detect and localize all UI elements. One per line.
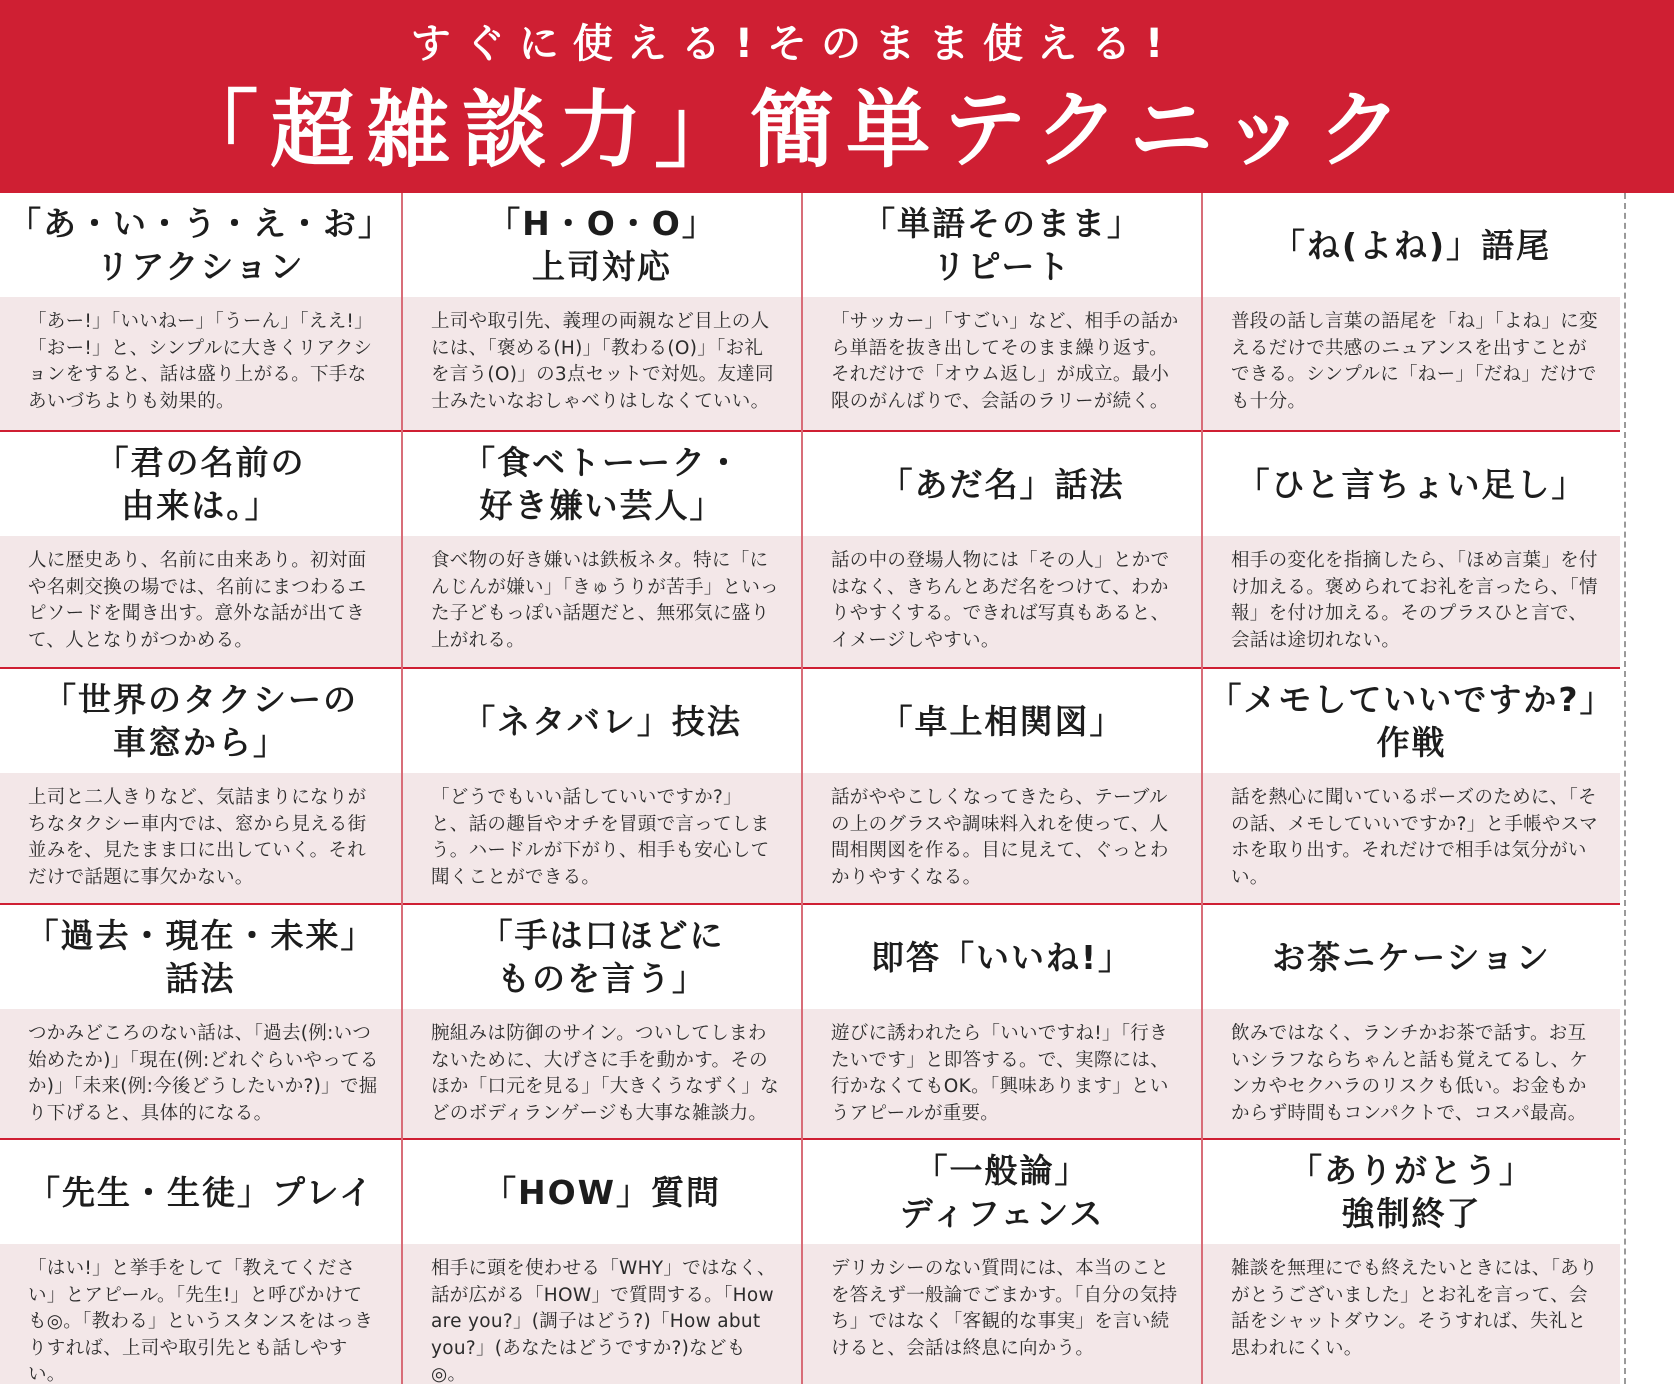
technique-card bbox=[0, 669, 401, 903]
technique-card bbox=[403, 432, 801, 667]
column-divider bbox=[401, 193, 403, 1384]
technique-card bbox=[1203, 432, 1620, 667]
technique-card bbox=[403, 193, 801, 430]
technique-description: つかみどころのない話は、「過去(例:いつ始めたか)」「現在(例:どれぐらいやってるか)」「未来(例:今後どうしたいか?)」で掘り下げると、具体的になる。 bbox=[0, 1009, 401, 1138]
technique-title: 「HOW」質問 bbox=[403, 1140, 801, 1244]
technique-description: 話の中の登場人物には「その人」とかではなく、きちんとあだ名をつけて、わかりやすくする。できれば写真もあると、イメージしやすい。 bbox=[803, 536, 1201, 667]
row-divider bbox=[0, 430, 1620, 432]
technique-card bbox=[0, 193, 401, 430]
technique-card bbox=[403, 905, 801, 1138]
header-banner bbox=[0, 0, 1674, 193]
technique-description: 「どうでもいい話していいですか?」と、話の趣旨やオチを冒頭で言ってしまう。ハードルが下がり、相手も安心して聞くことができる。 bbox=[403, 773, 801, 903]
technique-title: 「ありがとう」 強制終了 bbox=[1203, 1140, 1620, 1244]
technique-card bbox=[1203, 193, 1620, 430]
technique-card bbox=[403, 669, 801, 903]
technique-description: 「はい!」と挙手をして「教えてください」とアピール。「先生!」と呼びかけても◎。「教わる」というスタンスをはっきりすれば、上司や取引先とも話しやすい。 bbox=[0, 1244, 401, 1384]
technique-description: 「あー!」「いいねー」「うーん」「ええ!」「おー!」と、シンプルに大きくリアクションをすると、話は盛り上がる。下手なあいづちよりも効果的。 bbox=[0, 297, 401, 430]
technique-title: 「あ・い・う・え・お」 リアクション bbox=[0, 193, 401, 297]
technique-title: 「食ベトーーク・ 好き嫌い芸人」 bbox=[403, 432, 801, 536]
technique-title: 「一般論」 ディフェンス bbox=[803, 1140, 1201, 1244]
technique-card bbox=[803, 669, 1201, 903]
technique-title: お茶ニケーション bbox=[1203, 905, 1620, 1009]
technique-title: 「世界のタクシーの 車窓から」 bbox=[0, 669, 401, 773]
technique-title: 「ね(よね)」語尾 bbox=[1203, 193, 1620, 297]
technique-card bbox=[403, 1140, 801, 1384]
technique-card bbox=[1203, 669, 1620, 903]
technique-description: デリカシーのない質問には、本当のことを答えず一般論でごまかす。「自分の気持ち」ではなく「客観的な事実」を言い続けると、会話は終息に向かう。 bbox=[803, 1244, 1201, 1384]
technique-title: 「ネタバレ」技法 bbox=[403, 669, 801, 773]
technique-description: 雑談を無理にでも終えたいときには、「ありがとうございました」とお礼を言って、会話をシャットダウン。そうすれば、失礼と思われにくい。 bbox=[1203, 1244, 1620, 1384]
technique-title: 「過去・現在・未来」 話法 bbox=[0, 905, 401, 1009]
technique-description: 遊びに誘われたら「いいですね!」「行きたいです」と即答する。で、実際には、行かなくてもOK。「興味あります」というアピールが重要。 bbox=[803, 1009, 1201, 1138]
technique-title: 「卓上相関図」 bbox=[803, 669, 1201, 773]
technique-description: 上司と二人きりなど、気詰まりになりがちなタクシー車内では、窓から見える街並みを、見たまま口に出していく。それだけで話題に事欠かない。 bbox=[0, 773, 401, 903]
column-divider bbox=[1201, 193, 1203, 1384]
technique-title: 「単語そのまま」 リピート bbox=[803, 193, 1201, 297]
technique-title: 「君の名前の 由来は。」 bbox=[0, 432, 401, 536]
technique-card bbox=[803, 1140, 1201, 1384]
technique-card bbox=[1203, 905, 1620, 1138]
technique-description: 飲みではなく、ランチかお茶で話す。お互いシラフならちゃんと話も覚えてるし、ケンカやセクハラのリスクも低い。お金もかからず時間もコンパクトで、コスパ最高。 bbox=[1203, 1009, 1620, 1138]
technique-description: 「サッカー」「すごい」など、相手の話から単語を抜き出してそのまま繰り返す。それだけで「オウム返し」が成立。最小限のがんばりで、会話のラリーが続く。 bbox=[803, 297, 1201, 430]
technique-description: 話がややこしくなってきたら、テーブルの上のグラスや調味料入れを使って、人間相関図を作る。目に見えて、ぐっとわかりやすくなる。 bbox=[803, 773, 1201, 903]
technique-card bbox=[0, 432, 401, 667]
technique-card bbox=[1203, 1140, 1620, 1384]
technique-grid bbox=[0, 193, 1620, 1384]
technique-title: 即答「いいね!」 bbox=[803, 905, 1201, 1009]
technique-description: 相手の変化を指摘したら、「ほめ言葉」を付け加える。褒められてお礼を言ったら、「情報」を付け加える。そのプラスひと言で、会話は途切れない。 bbox=[1203, 536, 1620, 667]
technique-card bbox=[0, 905, 401, 1138]
technique-card bbox=[803, 193, 1201, 430]
technique-title: 「先生・生徒」プレイ bbox=[0, 1140, 401, 1244]
technique-card bbox=[803, 905, 1201, 1138]
cut-line bbox=[1624, 193, 1626, 1384]
technique-description: 相手に頭を使わせる「WHY」ではなく、話が広がる「HOW」で質問する。「How are you?」(調子はどう?)「How abut you?」(あなたはどうですか?)なども◎。 bbox=[403, 1244, 801, 1384]
technique-description: 上司や取引先、義理の両親など目上の人には、「褒める(H)」「教わる(O)」「お礼を言う(O)」の3点セットで対処。友達同士みたいなおしゃべりはしなくていい。 bbox=[403, 297, 801, 430]
technique-title: 「ひと言ちょい足し」 bbox=[1203, 432, 1620, 536]
technique-card bbox=[803, 432, 1201, 667]
technique-title: 「H・O・O」 上司対応 bbox=[403, 193, 801, 297]
technique-description: 普段の話し言葉の語尾を「ね」「よね」に変えるだけで共感のニュアンスを出すことができる。シンプルに「ねー」「だね」だけでも十分。 bbox=[1203, 297, 1620, 430]
technique-title: 「メモしていいですか?」 作戦 bbox=[1203, 669, 1620, 773]
page-title: 「超雑談力」簡単テクニック bbox=[174, 81, 1414, 179]
technique-title: 「手は口ほどに ものを言う」 bbox=[403, 905, 801, 1009]
column-divider bbox=[801, 193, 803, 1384]
row-divider bbox=[0, 903, 1620, 905]
technique-card bbox=[0, 1140, 401, 1384]
row-divider bbox=[0, 1138, 1620, 1140]
header-subtitle: すぐに使える!そのまま使える! bbox=[410, 21, 1178, 67]
technique-description: 人に歴史あり、名前に由来あり。初対面や名刺交換の場では、名前にまつわるエピソードを聞き出す。意外な話が出てきて、人となりがつかめる。 bbox=[0, 536, 401, 667]
technique-description: 話を熱心に聞いているポーズのために、「その話、メモしていいですか?」と手帳やスマホを取り出す。それだけで相手は気分がいい。 bbox=[1203, 773, 1620, 903]
row-divider bbox=[0, 667, 1620, 669]
technique-title: 「あだ名」話法 bbox=[803, 432, 1201, 536]
technique-description: 食べ物の好き嫌いは鉄板ネタ。特に「にんじんが嫌い」「きゅうりが苦手」といった子どもっぽい話題だと、無邪気に盛り上がれる。 bbox=[403, 536, 801, 667]
technique-description: 腕組みは防御のサイン。ついしてしまわないために、大げさに手を動かす。そのほか「口元を見る」「大きくうなずく」などのボディランゲージも大事な雑談力。 bbox=[403, 1009, 801, 1138]
